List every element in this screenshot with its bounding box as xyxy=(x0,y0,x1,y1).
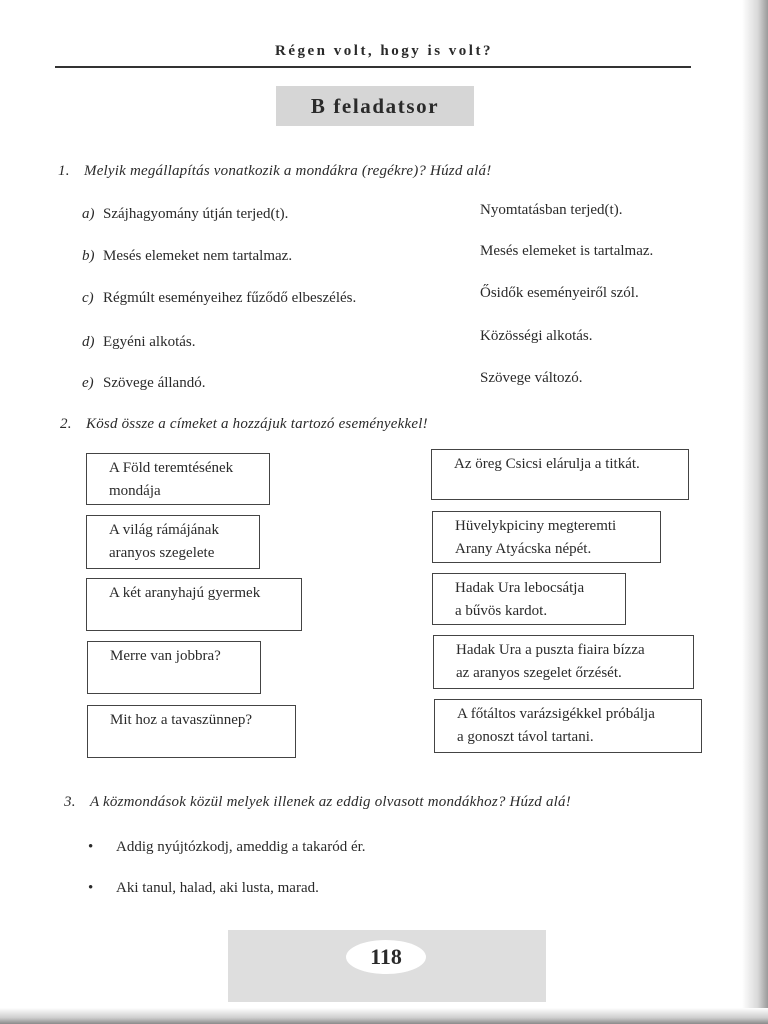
question-2-prompt xyxy=(60,416,428,433)
page-edge-shadow-right xyxy=(742,0,768,1024)
event-box-4[interactable]: Hadak Ura a puszta fiaira bízza az aranyos szegelet őrzését. xyxy=(433,635,694,689)
bullet-icon: • xyxy=(88,880,94,896)
statement-right-b[interactable]: Mesés elemeket is tartalmaz. xyxy=(480,243,654,259)
title-box-3[interactable]: A két aranyhajú gyermek xyxy=(86,578,302,631)
question-3-prompt xyxy=(64,794,571,811)
title-box-5[interactable]: Mit hoz a tavaszünnep? xyxy=(87,705,296,758)
question-number: 1. xyxy=(58,163,70,179)
option-letter: b) xyxy=(82,248,95,264)
question-text: Melyik megállapítás vonatkozik a mondákra (regékre)? Húzd alá! xyxy=(84,163,492,179)
statement-left-a[interactable]: a) Szájhagyomány útján terjed(t). xyxy=(82,206,289,222)
question-text: A közmondások közül melyek illenek az eddig olvasott mondákhoz? Húzd alá! xyxy=(90,794,571,810)
running-header: Régen volt, hogy is volt? xyxy=(275,43,493,59)
bullet-icon: • xyxy=(88,839,94,855)
question-number: 2. xyxy=(60,416,72,432)
question-number: 3. xyxy=(64,794,76,810)
statement-left-b[interactable]: b) Mesés elemeket nem tartalmaz. xyxy=(82,248,293,264)
proverb-item-2[interactable]: • Aki tanul, halad, aki lusta, marad. xyxy=(88,880,319,896)
title-box-4[interactable]: Merre van jobbra? xyxy=(87,641,261,694)
proverb-item-1[interactable]: • Addig nyújtózkodj, ameddig a takaród ér. xyxy=(88,839,366,855)
option-letter: e) xyxy=(82,375,94,391)
page-number: 118 xyxy=(346,940,426,974)
page-edge-shadow-bottom xyxy=(0,1008,768,1024)
question-1-prompt xyxy=(58,163,491,180)
option-letter: d) xyxy=(82,334,95,350)
event-box-2[interactable]: Hüvelykpiciny megteremti Arany Atyácska népét. xyxy=(432,511,661,563)
event-box-5[interactable]: A főtáltos varázsigékkel próbálja a gonoszt távol tartani. xyxy=(434,699,702,753)
statement-right-e[interactable]: Szövege változó. xyxy=(480,370,583,386)
statement-right-d[interactable]: Közösségi alkotás. xyxy=(480,328,593,344)
event-box-3[interactable]: Hadak Ura lebocsátja a bűvös kardot. xyxy=(432,573,626,625)
title-box-2[interactable]: A világ rámájának aranyos szegelete xyxy=(86,515,260,569)
statement-left-e[interactable]: e) Szövege állandó. xyxy=(82,375,206,391)
option-letter: c) xyxy=(82,290,94,306)
header-rule xyxy=(55,66,691,68)
question-text: Kösd össze a címeket a hozzájuk tartozó eseményekkel! xyxy=(86,416,428,432)
event-box-1[interactable]: Az öreg Csicsi elárulja a titkát. xyxy=(431,449,689,500)
statement-left-d[interactable]: d) Egyéni alkotás. xyxy=(82,334,196,350)
statement-right-c[interactable]: Ősidők eseményeiről szól. xyxy=(480,285,639,301)
section-title: B feladatsor xyxy=(276,86,474,126)
option-letter: a) xyxy=(82,206,95,222)
statement-left-c[interactable]: c) Régmúlt eseményeihez fűződő elbeszélés. xyxy=(82,290,357,306)
title-box-1[interactable]: A Föld teremtésének mondája xyxy=(86,453,270,505)
statement-right-a[interactable]: Nyomtatásban terjed(t). xyxy=(480,202,623,218)
